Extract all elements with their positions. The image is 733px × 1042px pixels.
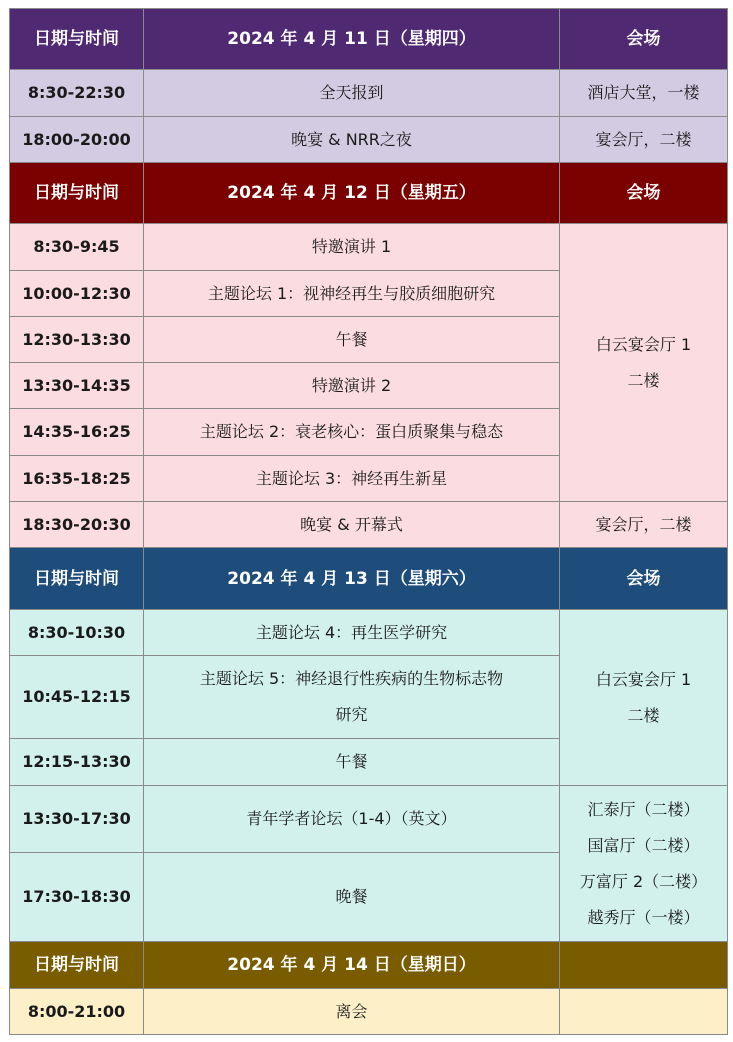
time-cell: 10:00-12:30: [10, 271, 144, 317]
time-cell: 17:30-18:30: [10, 853, 144, 942]
time-cell: 16:35-18:25: [10, 456, 144, 502]
event-cell: 特邀演讲 1: [144, 224, 560, 271]
conference-schedule-table: [9, 8, 728, 1035]
shared-venue-cell: [560, 610, 728, 786]
time-cell: 8:30-22:30: [10, 70, 144, 117]
shared-venue-cell: [560, 224, 728, 502]
event-cell: 青年学者论坛（1-4）（英文）: [144, 786, 560, 853]
day1-date: 2024 年 4 月 11 日（星期四）: [144, 9, 560, 70]
time-cell: 13:30-17:30: [10, 786, 144, 853]
day4-venue-header: [560, 942, 728, 989]
time-cell: 13:30-14:35: [10, 363, 144, 409]
day2-time-header: 日期与时间: [10, 163, 144, 224]
day1-venue-header: 会场: [560, 9, 728, 70]
day2-date: 2024 年 4 月 12 日（星期五）: [144, 163, 560, 224]
time-cell: 18:00-20:00: [10, 117, 144, 163]
event-cell: 特邀演讲 2: [144, 363, 560, 409]
venue-line: 二楼: [627, 370, 660, 390]
day2-header-row: [10, 163, 728, 224]
event-cell: 午餐: [144, 739, 560, 786]
time-cell: 8:30-9:45: [10, 224, 144, 271]
day2-venue-header: 会场: [560, 163, 728, 224]
venue-cell: 宴会厅，二楼: [560, 117, 728, 163]
day1-time-header: 日期与时间: [10, 9, 144, 70]
event-cell: 主题论坛 4：再生医学研究: [144, 610, 560, 656]
event-cell: [144, 656, 560, 739]
time-cell: 8:00-21:00: [10, 989, 144, 1035]
table-row: [10, 989, 728, 1035]
event-line: 研究: [335, 705, 368, 724]
table-row: [10, 224, 728, 271]
venue-line: 万富厅 2（二楼）: [579, 871, 708, 891]
event-cell: 晚宴 & 开幕式: [144, 502, 560, 548]
day3-time-header: 日期与时间: [10, 548, 144, 610]
time-cell: 18:30-20:30: [10, 502, 144, 548]
day3-venue-header: 会场: [560, 548, 728, 610]
time-cell: 12:15-13:30: [10, 739, 144, 786]
day4-date: 2024 年 4 月 14 日（星期日）: [144, 942, 560, 989]
day1-header-row: [10, 9, 728, 70]
table-row: [10, 610, 728, 656]
event-cell: 主题论坛 3：神经再生新星: [144, 456, 560, 502]
venue-cell: 宴会厅，二楼: [560, 502, 728, 548]
event-cell: 主题论坛 2：衰老核心：蛋白质聚集与稳态: [144, 409, 560, 456]
table-row: [10, 786, 728, 853]
venue-cell: [560, 989, 728, 1035]
table-row: [10, 70, 728, 117]
event-cell: 晚宴 & NRR之夜: [144, 117, 560, 163]
table-row: [10, 117, 728, 163]
time-cell: 12:30-13:30: [10, 317, 144, 363]
venue-line: 国富厅（二楼）: [587, 835, 700, 855]
time-cell: 10:45-12:15: [10, 656, 144, 739]
youth-forum-venues-cell: [560, 786, 728, 942]
event-cell: 午餐: [144, 317, 560, 363]
venue-line: 白云宴会厅 1: [595, 334, 692, 354]
time-cell: 14:35-16:25: [10, 409, 144, 456]
time-cell: 8:30-10:30: [10, 610, 144, 656]
event-cell: 晚餐: [144, 853, 560, 942]
table-row: [10, 502, 728, 548]
day4-header-row: [10, 942, 728, 989]
venue-line: 汇泰厅（二楼）: [587, 799, 700, 819]
venue-line: 越秀厅（一楼）: [587, 907, 700, 927]
day4-time-header: 日期与时间: [10, 942, 144, 989]
venue-line: 二楼: [627, 705, 660, 725]
event-cell: 主题论坛 1：视神经再生与胶质细胞研究: [144, 271, 560, 317]
event-cell: 全天报到: [144, 70, 560, 117]
event-cell: 离会: [144, 989, 560, 1035]
day3-header-row: [10, 548, 728, 610]
event-line: 主题论坛 5：神经退行性疾病的生物标志物: [199, 669, 504, 688]
day3-date: 2024 年 4 月 13 日（星期六）: [144, 548, 560, 610]
venue-cell: 酒店大堂，一楼: [560, 70, 728, 117]
venue-line: 白云宴会厅 1: [595, 669, 692, 689]
